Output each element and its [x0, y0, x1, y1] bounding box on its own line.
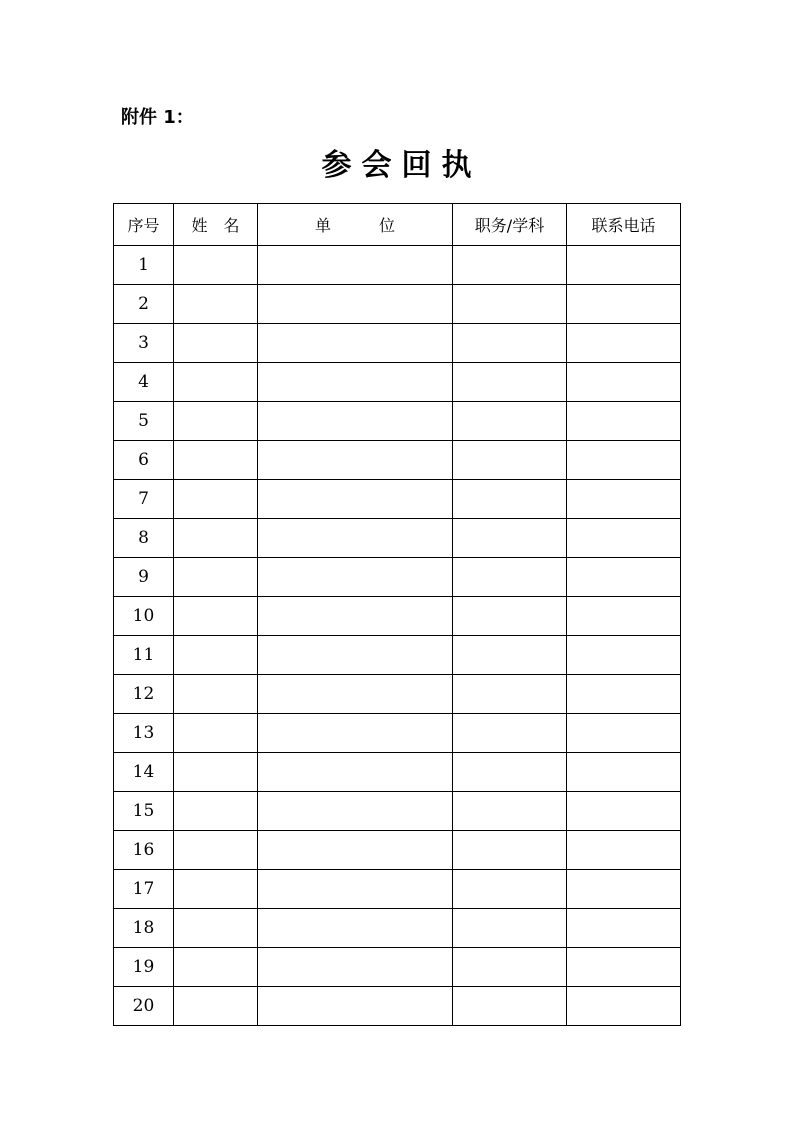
seq-cell: 14: [114, 753, 174, 792]
seq-cell: 8: [114, 519, 174, 558]
phone-cell[interactable]: [567, 480, 681, 519]
column-header-name: 姓 名: [174, 204, 258, 246]
phone-cell[interactable]: [567, 870, 681, 909]
position-cell[interactable]: [453, 831, 567, 870]
name-cell[interactable]: [174, 870, 258, 909]
table-row: [114, 441, 681, 480]
table-row: [114, 597, 681, 636]
name-cell[interactable]: [174, 831, 258, 870]
unit-cell[interactable]: [258, 597, 453, 636]
position-cell[interactable]: [453, 285, 567, 324]
attachment-label: 附件 1：: [121, 107, 194, 128]
phone-cell[interactable]: [567, 402, 681, 441]
seq-cell: 5: [114, 402, 174, 441]
phone-cell[interactable]: [567, 519, 681, 558]
position-cell[interactable]: [453, 636, 567, 675]
column-header-position: 职务/学科: [453, 204, 567, 246]
table-row: [114, 246, 681, 285]
seq-cell: 10: [114, 597, 174, 636]
position-cell[interactable]: [453, 714, 567, 753]
unit-cell[interactable]: [258, 636, 453, 675]
position-cell[interactable]: [453, 597, 567, 636]
name-cell[interactable]: [174, 636, 258, 675]
unit-cell[interactable]: [258, 753, 453, 792]
name-cell[interactable]: [174, 519, 258, 558]
phone-cell[interactable]: [567, 558, 681, 597]
position-cell[interactable]: [453, 870, 567, 909]
seq-cell: 13: [114, 714, 174, 753]
name-cell[interactable]: [174, 363, 258, 402]
position-cell[interactable]: [453, 441, 567, 480]
phone-cell[interactable]: [567, 636, 681, 675]
position-cell[interactable]: [453, 402, 567, 441]
unit-cell[interactable]: [258, 675, 453, 714]
table-row: [114, 948, 681, 987]
name-cell[interactable]: [174, 792, 258, 831]
seq-cell: 19: [114, 948, 174, 987]
position-cell[interactable]: [453, 753, 567, 792]
name-cell[interactable]: [174, 558, 258, 597]
phone-cell[interactable]: [567, 753, 681, 792]
position-cell[interactable]: [453, 480, 567, 519]
unit-cell[interactable]: [258, 480, 453, 519]
table-row: [114, 402, 681, 441]
column-header-unit: 单 位: [258, 204, 453, 246]
position-cell[interactable]: [453, 675, 567, 714]
phone-cell[interactable]: [567, 597, 681, 636]
table-row: [114, 831, 681, 870]
seq-cell: 15: [114, 792, 174, 831]
position-cell[interactable]: [453, 324, 567, 363]
column-header-phone: 联系电话: [567, 204, 681, 246]
table-body: [114, 246, 681, 1026]
table-row: [114, 753, 681, 792]
seq-cell: 7: [114, 480, 174, 519]
seq-cell: 3: [114, 324, 174, 363]
table-row: [114, 714, 681, 753]
table-row: [114, 987, 681, 1026]
table-row: [114, 675, 681, 714]
phone-cell[interactable]: [567, 246, 681, 285]
phone-cell[interactable]: [567, 363, 681, 402]
phone-cell[interactable]: [567, 987, 681, 1026]
position-cell[interactable]: [453, 558, 567, 597]
seq-cell: 4: [114, 363, 174, 402]
phone-cell[interactable]: [567, 441, 681, 480]
phone-cell[interactable]: [567, 948, 681, 987]
position-cell[interactable]: [453, 792, 567, 831]
name-cell[interactable]: [174, 246, 258, 285]
phone-cell[interactable]: [567, 909, 681, 948]
unit-cell[interactable]: [258, 441, 453, 480]
name-cell[interactable]: [174, 753, 258, 792]
table-row: [114, 558, 681, 597]
position-cell[interactable]: [453, 987, 567, 1026]
unit-cell[interactable]: [258, 402, 453, 441]
phone-cell[interactable]: [567, 324, 681, 363]
phone-cell[interactable]: [567, 675, 681, 714]
unit-cell[interactable]: [258, 714, 453, 753]
table-header-row: [114, 204, 681, 246]
column-header-seq: 序号: [114, 204, 174, 246]
name-cell[interactable]: [174, 597, 258, 636]
table-row: [114, 480, 681, 519]
position-cell[interactable]: [453, 909, 567, 948]
name-cell[interactable]: [174, 675, 258, 714]
seq-cell: 9: [114, 558, 174, 597]
position-cell[interactable]: [453, 246, 567, 285]
phone-cell[interactable]: [567, 285, 681, 324]
name-cell[interactable]: [174, 948, 258, 987]
name-cell[interactable]: [174, 909, 258, 948]
unit-cell[interactable]: [258, 987, 453, 1026]
seq-cell: 11: [114, 636, 174, 675]
unit-cell[interactable]: [258, 792, 453, 831]
name-cell[interactable]: [174, 987, 258, 1026]
seq-cell: 18: [114, 909, 174, 948]
position-cell[interactable]: [453, 363, 567, 402]
unit-cell[interactable]: [258, 831, 453, 870]
table-row: [114, 285, 681, 324]
seq-cell: 17: [114, 870, 174, 909]
unit-cell[interactable]: [258, 948, 453, 987]
name-cell[interactable]: [174, 714, 258, 753]
name-cell[interactable]: [174, 285, 258, 324]
unit-cell[interactable]: [258, 870, 453, 909]
phone-cell[interactable]: [567, 792, 681, 831]
unit-cell[interactable]: [258, 519, 453, 558]
seq-cell: 6: [114, 441, 174, 480]
unit-cell[interactable]: [258, 363, 453, 402]
phone-cell[interactable]: [567, 714, 681, 753]
table-row: [114, 363, 681, 402]
unit-cell[interactable]: [258, 285, 453, 324]
name-cell[interactable]: [174, 480, 258, 519]
table-row: [114, 636, 681, 675]
unit-cell[interactable]: [258, 324, 453, 363]
phone-cell[interactable]: [567, 831, 681, 870]
reply-form-table: [113, 203, 681, 1026]
seq-cell: 2: [114, 285, 174, 324]
position-cell[interactable]: [453, 948, 567, 987]
table-row: [114, 324, 681, 363]
name-cell[interactable]: [174, 402, 258, 441]
page-title: 参会回执: [321, 148, 482, 183]
unit-cell[interactable]: [258, 909, 453, 948]
table-row: [114, 870, 681, 909]
table-row: [114, 519, 681, 558]
name-cell[interactable]: [174, 324, 258, 363]
seq-cell: 1: [114, 246, 174, 285]
seq-cell: 20: [114, 987, 174, 1026]
position-cell[interactable]: [453, 519, 567, 558]
unit-cell[interactable]: [258, 246, 453, 285]
table-row: [114, 792, 681, 831]
unit-cell[interactable]: [258, 558, 453, 597]
name-cell[interactable]: [174, 441, 258, 480]
seq-cell: 16: [114, 831, 174, 870]
seq-cell: 12: [114, 675, 174, 714]
table-row: [114, 909, 681, 948]
